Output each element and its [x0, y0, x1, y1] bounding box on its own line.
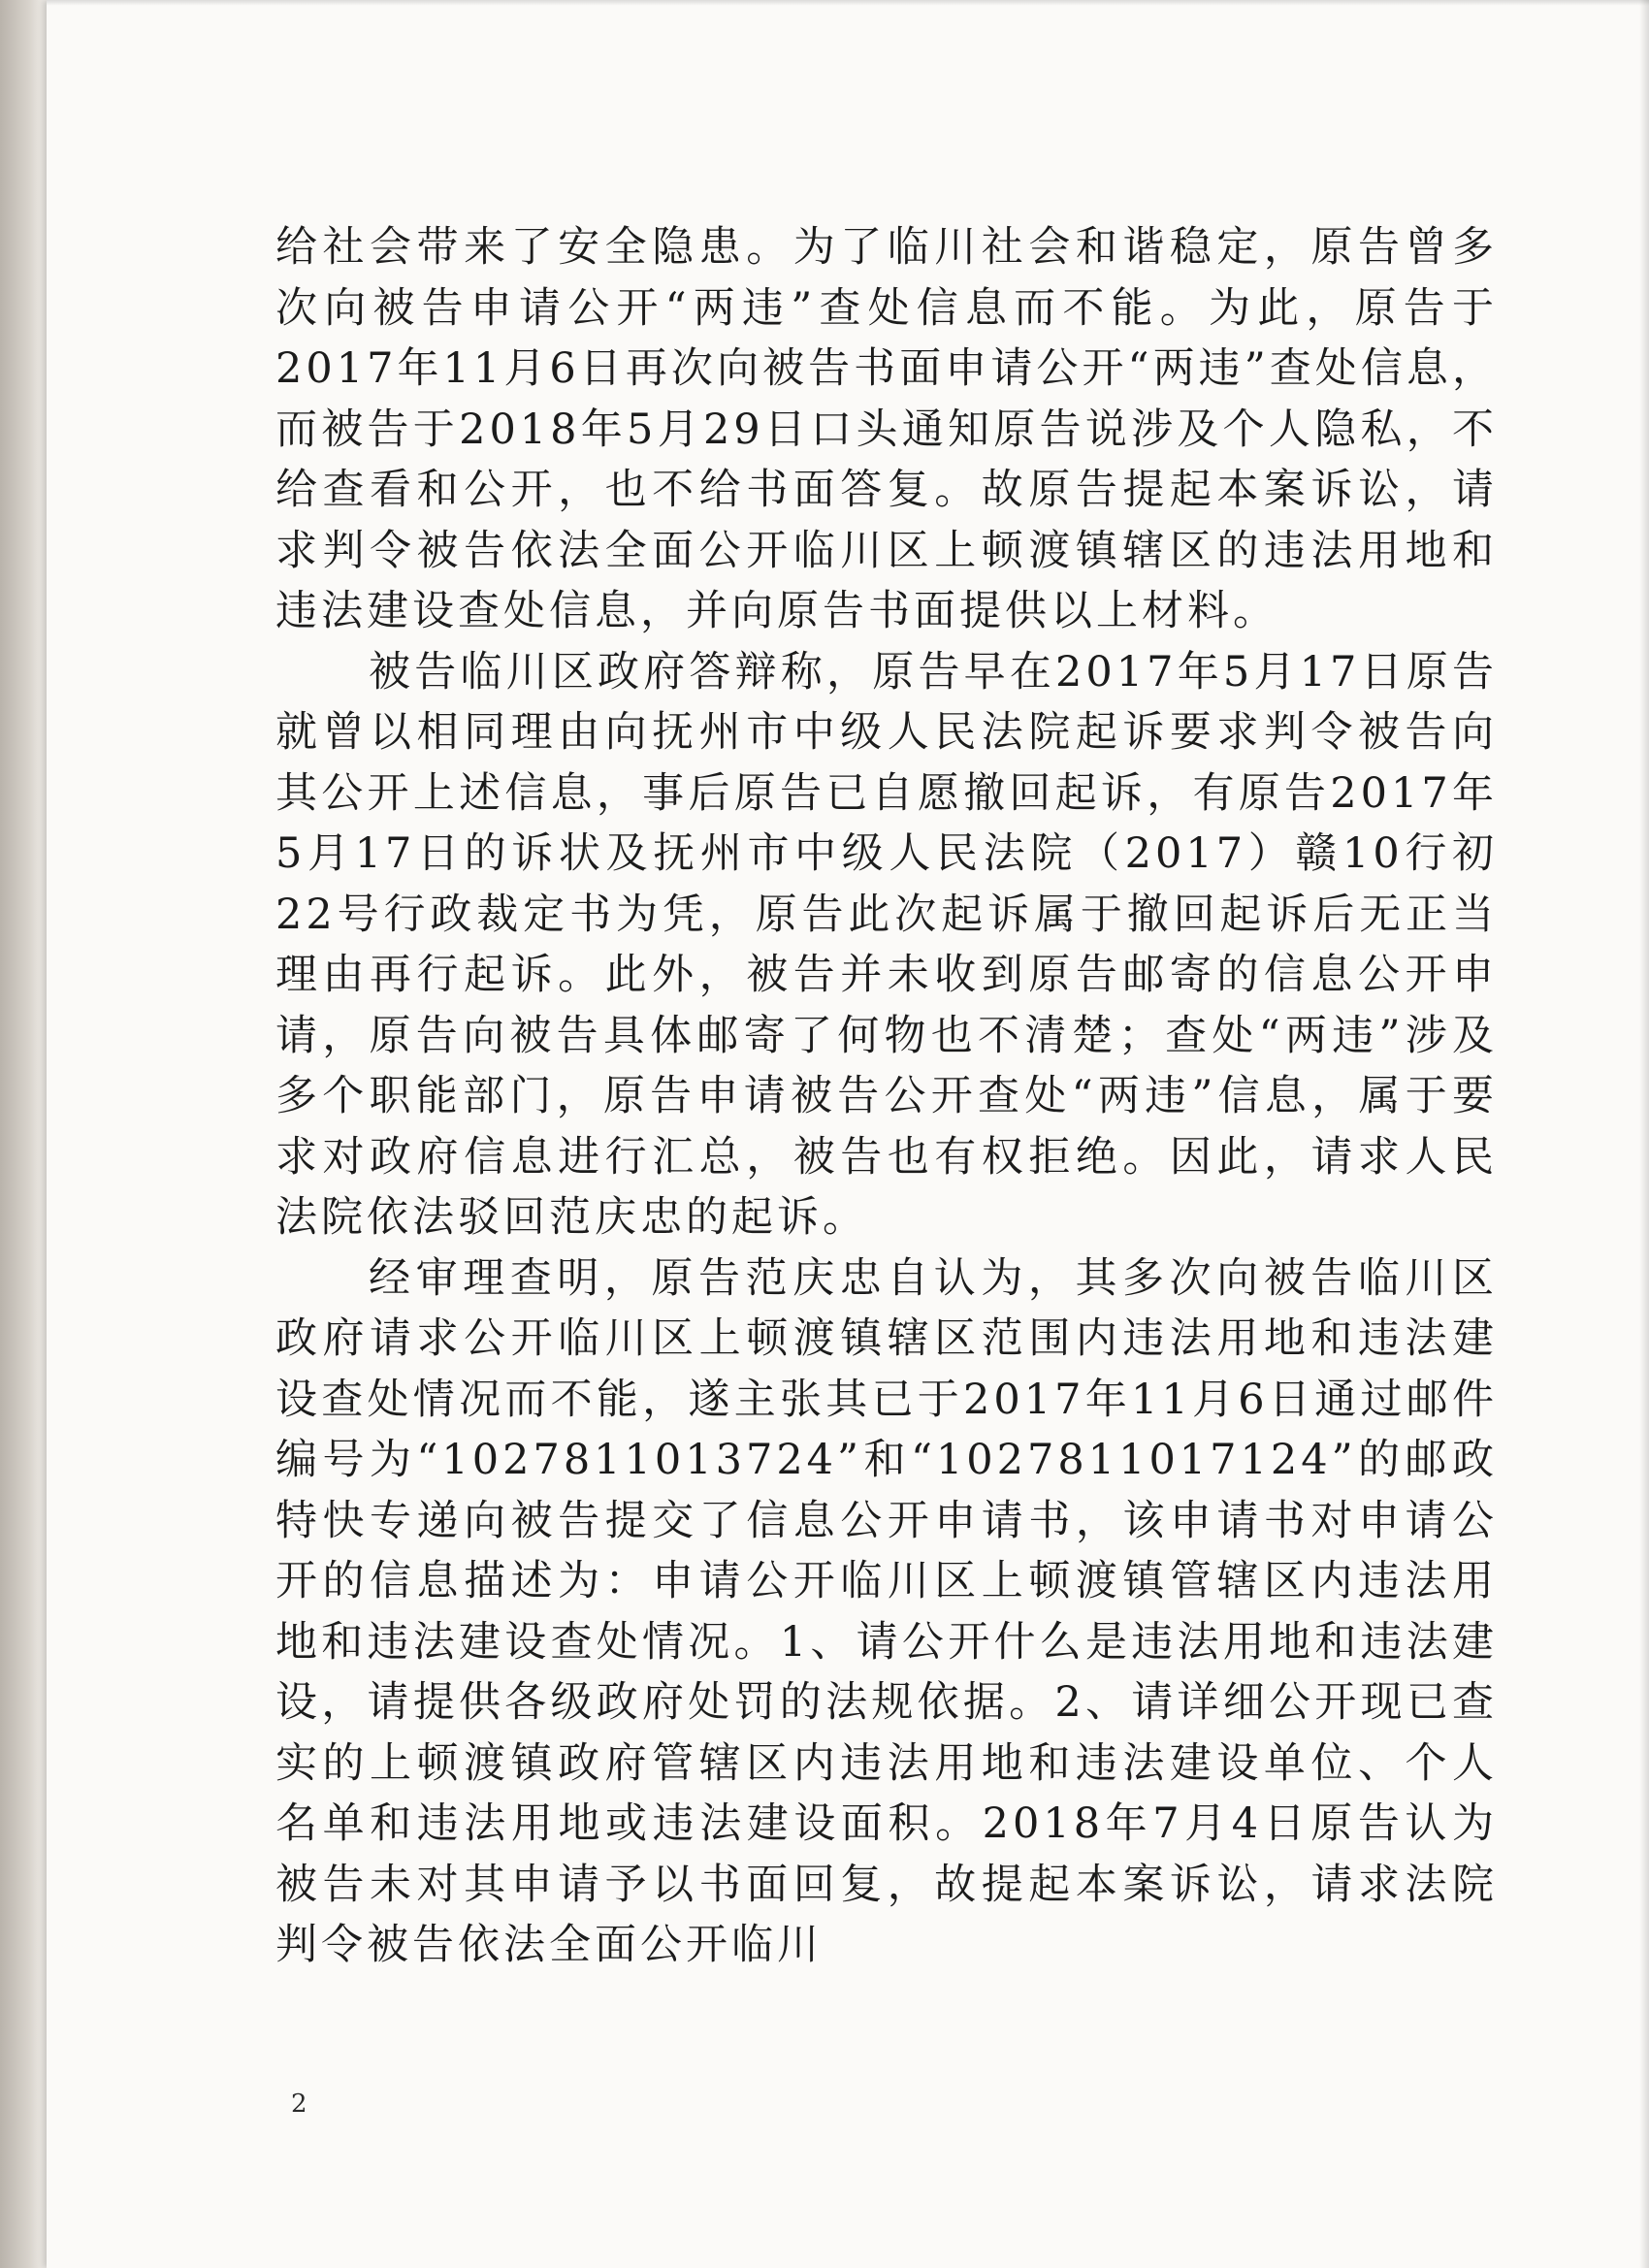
document-body: [275, 217, 1498, 1976]
paragraph-court-findings: 经审理查明，原告范庆忠自认为，其多次向被告临川区政府请求公开临川区上顿渡镇辖区范围内违法用地和违法建设查处情况而不能，遂主张其已于2017年11月6日通过邮件编号为“1027811013724”和“1027811017124”的邮政特快专递向被告提交了信息公开申请书，该申请书对申请公开的信息描述为：申请公开临川区上顿渡镇管辖区内违法用地和违法建设查处情况。1、请公开什么是违法用地和违法建设，请提供各级政府处罚的法规依据。2、请详细公开现已查实的上顿渡镇政府管辖区内违法用地和违法建设单位、个人名单和违法用地或违法建设面积。2018年7月4日原告认为被告未对其申请予以书面回复，故提起本案诉讼，请求法院判令被告依法全面公开临川: [275, 1253, 1498, 1969]
scan-shadow-top: [47, 0, 1649, 6]
document-page: [47, 0, 1649, 2268]
paragraph-defendant-response: 被告临川区政府答辩称，原告早在2017年5月17日原告就曾以相同理由向抚州市中级人民法院起诉要求判令被告向其公开上述信息，事后原告已自愿撤回起诉，有原告2017年5月17日的诉状及抚州市中级人民法院（2017）赣10行初22号行政裁定书为凭，原告此次起诉属于撤回起诉后无正当理由再行起诉。此外，被告并未收到原告邮寄的信息公开申请，原告向被告具体邮寄了何物也不清楚；查处“两违”涉及多个职能部门，原告申请被告公开查处“两违”信息，属于要求对政府信息进行汇总，被告也有权拒绝。因此，请求人民法院依法驳回范庆忠的起诉。: [275, 647, 1498, 1242]
paragraph-plaintiff-claim: 给社会带来了安全隐患。为了临川社会和谐稳定，原告曾多次向被告申请公开“两违”查处信息而不能。为此，原告于2017年11月6日再次向被告书面申请公开“两违”查处信息，而被告于2018年5月29日口头通知原告说涉及个人隐私，不给查看和公开，也不给书面答复。故原告提起本案诉讼，请求判令被告依法全面公开临川区上顿渡镇辖区的违法用地和违法建设查处信息，并向原告书面提供以上材料。: [275, 223, 1498, 635]
page-number: 2: [291, 2090, 307, 2119]
scan-shadow-right: [1639, 0, 1649, 2268]
